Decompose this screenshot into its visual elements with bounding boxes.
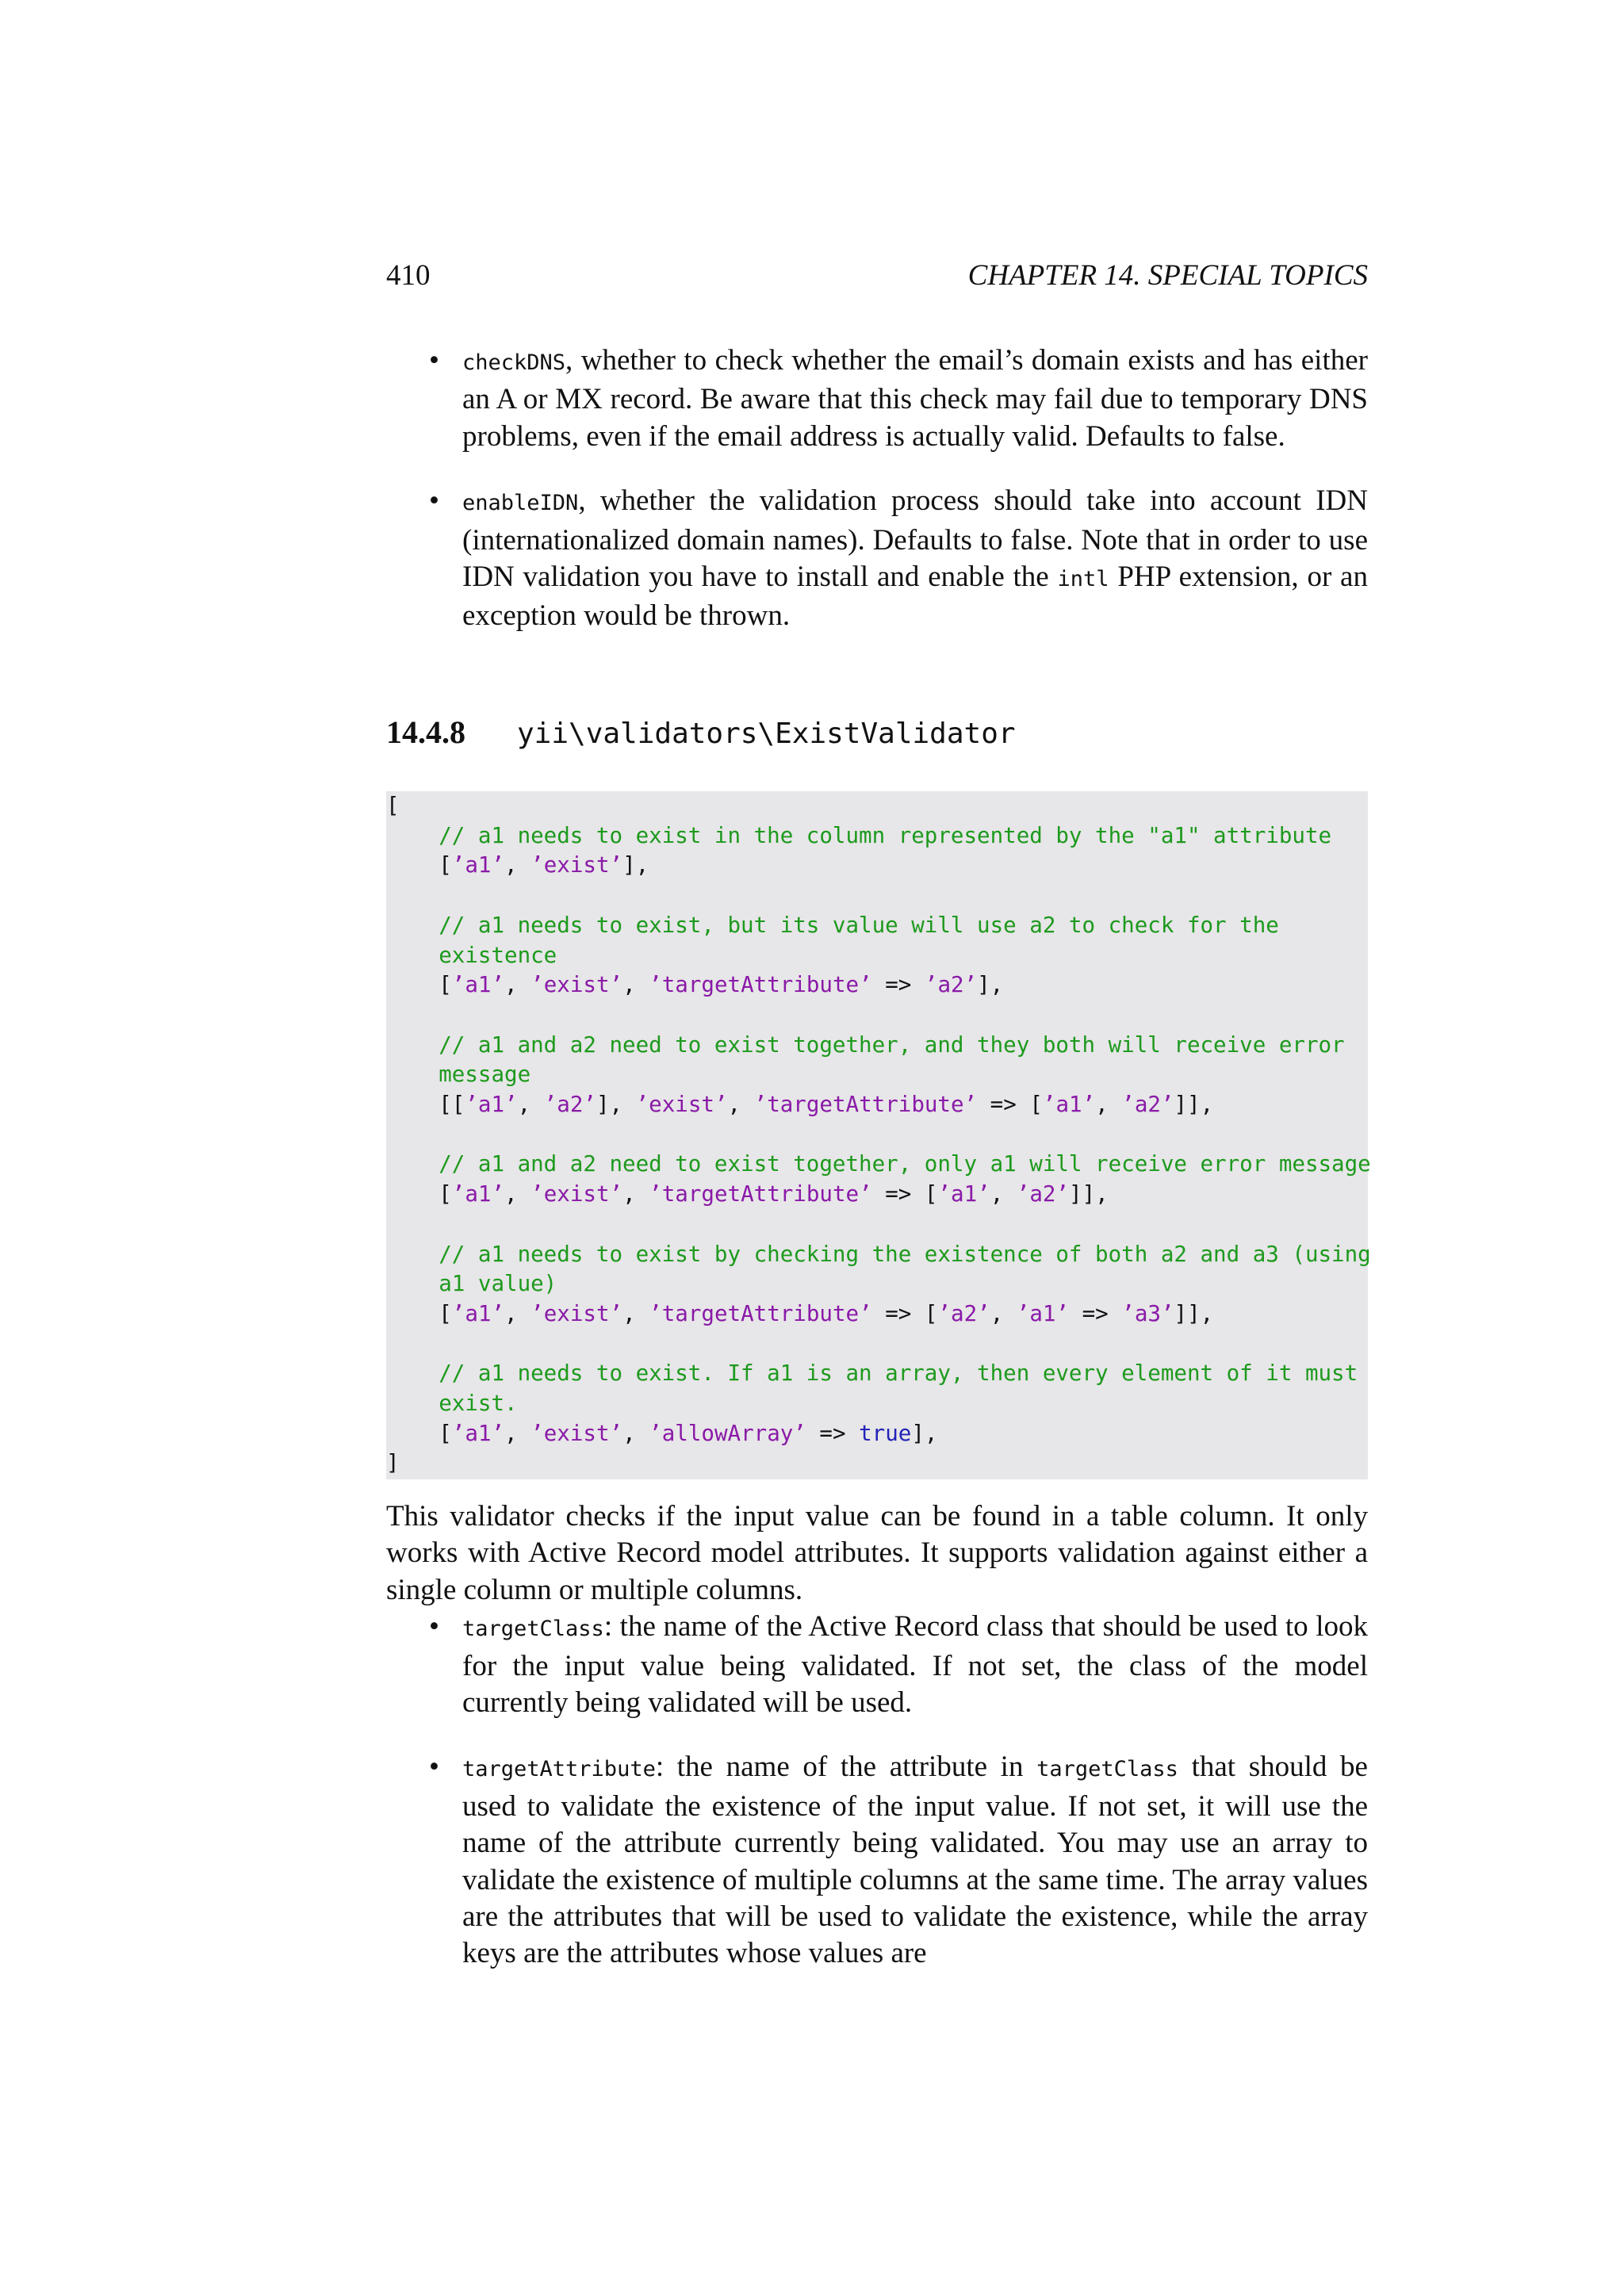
option-description-cont: that should be used to validate the existence of the input value. If not set, it will use the name of the attribute currently being validated. You may use an array to validate the existence of multiple columns at the same time. The array values are the attributes that will be used to validate the existence, while the array keys are the attributes whose values are — [462, 1751, 1368, 1970]
option-name: targetClass — [462, 1617, 604, 1642]
code-line: // a1 needs to exist. If a1 is an array, then every element of it must — [386, 1360, 1358, 1387]
code-line: // a1 needs to exist, but its value will use a2 to check for the — [386, 912, 1279, 938]
code-listing — [386, 791, 1371, 1479]
code-line: [[’a1’, ’a2’], ’exist’, ’targetAttribute’ => [’a1’, ’a2’]], — [386, 1092, 1214, 1118]
option-description: : the name of the Active Record class that should be used to look for the input value being validated. If not set, the class of the model currently being validated will be used. — [462, 1610, 1368, 1720]
chapter-title: CHAPTER 14. SPECIAL TOPICS — [967, 259, 1368, 292]
bullet-icon: • — [429, 1610, 439, 1644]
code-line: // a1 and a2 need to exist together, only a1 will receive error message — [386, 1151, 1371, 1177]
code-line: // a1 and a2 need to exist together, and they both will receive error — [386, 1031, 1345, 1058]
code-line: [’a1’, ’exist’], — [386, 852, 649, 878]
page-number: 410 — [386, 259, 431, 292]
option-description-cont: PHP extension, or an exception would be thrown. — [462, 561, 1368, 633]
option-description: : the name of the attribute in — [655, 1751, 1037, 1784]
code-line: a1 value) — [386, 1271, 557, 1297]
list-item — [386, 483, 1368, 635]
inline-code: intl — [1057, 567, 1109, 592]
section-title: yii\validators\ExistValidator — [517, 718, 1016, 750]
code-line: // a1 needs to exist by checking the existence of both a2 and a3 (using — [386, 1241, 1371, 1267]
code-line: [ — [386, 793, 400, 818]
code-block — [386, 791, 1371, 1479]
bullet-icon: • — [429, 484, 439, 518]
code-line: [’a1’, ’exist’, ’allowArray’ => true], — [386, 1420, 938, 1446]
option-name: checkDNS — [462, 350, 566, 375]
code-line: existence — [386, 942, 557, 968]
bullet-icon: • — [429, 344, 439, 377]
section-heading — [386, 714, 1016, 751]
option-list-bottom — [386, 1609, 1368, 1973]
bullet-icon: • — [429, 1751, 439, 1784]
option-name: enableIDN — [462, 491, 579, 516]
running-header — [386, 258, 1368, 300]
list-item — [386, 1749, 1368, 1972]
code-line: exist. — [386, 1391, 518, 1417]
code-line: message — [386, 1062, 531, 1088]
code-line: [’a1’, ’exist’, ’targetAttribute’ => [’a1’, ’a2’]], — [386, 1181, 1109, 1207]
inline-code: targetClass — [1036, 1757, 1178, 1782]
option-name: targetAttribute — [462, 1757, 656, 1782]
option-list-top — [386, 342, 1368, 663]
paragraph: This validator checks if the input value can be found in a table column. It only works with Active Record model attributes. It supports validation against either a single column or multiple columns. — [386, 1500, 1368, 1606]
option-description: , whether to check whether the email’s domain exists and has either an A or MX record. Be aware that this check may fail due to temporary DNS problems, even if the email address is actually valid. Defaults to false. — [462, 344, 1368, 453]
code-line: ] — [386, 1450, 400, 1476]
option-description: , whether the validation process should take into account IDN (internationalized domain names). Defaults to false. Note that in order to use IDN validation you have to install and enable the — [462, 484, 1368, 594]
list-item — [386, 1609, 1368, 1721]
body-text — [386, 1498, 1368, 2000]
code-line: // a1 needs to exist in the column represented by the "a1" attribute — [386, 822, 1332, 848]
list-item — [386, 342, 1368, 455]
section-number: 14.4.8 — [386, 714, 465, 750]
code-line: [’a1’, ’exist’, ’targetAttribute’ => [’a2’, ’a1’ => ’a3’]], — [386, 1300, 1214, 1326]
code-line: [’a1’, ’exist’, ’targetAttribute’ => ’a2’], — [386, 972, 1004, 998]
